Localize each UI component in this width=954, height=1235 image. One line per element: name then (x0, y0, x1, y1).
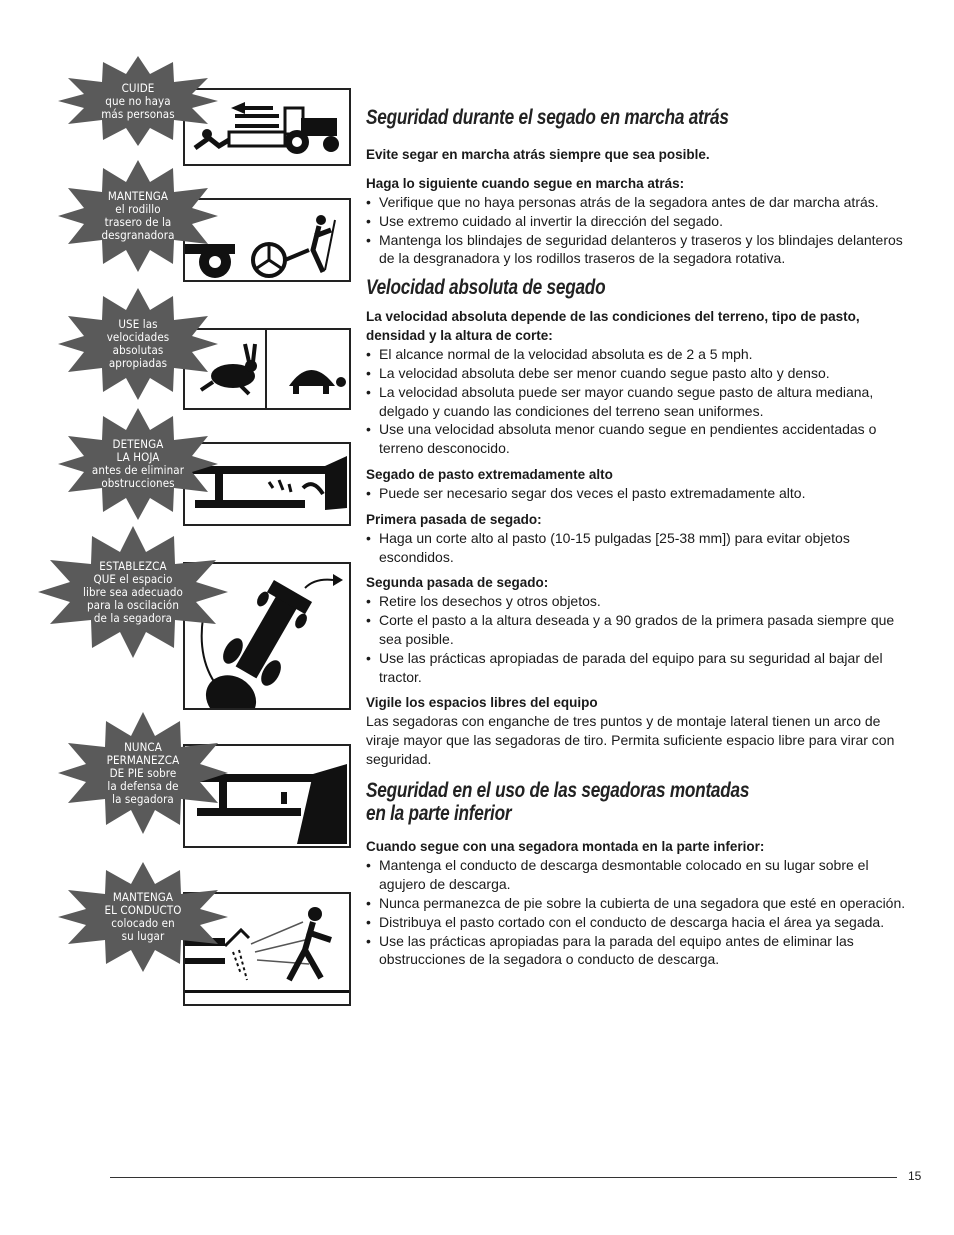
tall-grass-list (366, 484, 906, 503)
badge-text: NUNCA PERMANEZCA DE PIE sobre la defensa de la segadora (106, 739, 180, 806)
tall-grass-head: Segado de pasto extremadamente alto (366, 466, 613, 482)
list-item: • Nunca permanezca de pie sobre la cubierta de una segadora que esté en operación. (366, 894, 906, 913)
section-title-underslung-2: en la parte inferior (366, 802, 512, 826)
badge-text: USE las velocidades absolutas apropiadas (106, 317, 170, 370)
clearance-text: Las segadoras con enganche de tres puntos y de montaje lateral tienen un arco de viraje mayor que las segadoras de tiro. Permita suficiente espacio libre para virar con seguridad. (366, 713, 895, 768)
speed-bullet-list (366, 345, 906, 458)
speed-lead: La velocidad absoluta depende de las condiciones del terreno, tipo de pasto, densidad y la altura de corte: (366, 309, 860, 344)
badge-text: MANTENGA el rodillo trasero de la desgranadora (101, 189, 175, 242)
footer-rule (110, 1177, 897, 1178)
second-pass-list (366, 592, 906, 686)
list-item: • El alcance normal de la velocidad absoluta es de 2 a 5 mph. (366, 345, 906, 364)
underslung-bullet-list (366, 856, 906, 969)
reverse-subhead: Haga lo siguiente cuando segue en marcha atrás: (366, 176, 685, 191)
list-item: • Use extremo cuidado al invertir la dirección del segado. (366, 212, 906, 231)
badge-text: MANTENGA EL CONDUCTO colocado en su lugar (104, 890, 182, 943)
clearance-head: Vigile los espacios libres del equipo (366, 695, 598, 711)
section-title-speed: Velocidad absoluta de segado (366, 276, 606, 300)
warning-badge-4 (58, 408, 218, 520)
warning-badge-7 (58, 862, 228, 972)
list-item: • Corte el pasto a la altura deseada y a 90 grados de la primera pasada siempre que sea posible. (366, 611, 906, 649)
warning-badge-5 (38, 526, 228, 658)
page-number: 15 (908, 1169, 922, 1183)
main-content (366, 106, 906, 969)
list-item: • Verifique que no haya personas atrás de la segadora antes de dar marcha atrás. (366, 193, 906, 212)
reverse-bullet-list (366, 193, 906, 268)
section-title-reverse: Seguridad durante el segado en marcha atrás (366, 106, 729, 129)
reverse-lead: Evite segar en marcha atrás siempre que sea posible. (366, 147, 710, 162)
first-pass-head: Primera pasada de segado: (366, 511, 542, 527)
list-item: • Haga un corte alto al pasto (10-15 pulgadas [25-38 mm]) para evitar objetos escondidos. (366, 529, 906, 567)
list-item: • Use las prácticas apropiadas para la parada del equipo antes de eliminar las obstrucciones de la segadora o conducto de descarga. (366, 932, 906, 970)
badge-text: DETENGA LA HOJA antes de eliminar obstrucciones (91, 437, 185, 490)
list-item: • La velocidad absoluta puede ser mayor cuando segue pasto de altura mediana, delgado y cuando las condiciones del terreno sean uniformes. (366, 383, 906, 421)
list-item: • Use una velocidad absoluta menor cuando segue en pendientes accidentadas o terreno desconocido. (366, 420, 906, 458)
list-item: • Puede ser necesario segar dos veces el pasto extremadamente alto. (366, 484, 906, 503)
badge-text: CUIDE que no haya más personas (101, 80, 175, 121)
list-item: • Use las prácticas apropiadas de parada del equipo para su seguridad al bajar del tractor. (366, 649, 906, 687)
list-item: • Retire los desechos y otros objetos. (366, 592, 906, 611)
list-item: • La velocidad absoluta debe ser menor cuando segue pasto alto y denso. (366, 364, 906, 383)
badge-text: ESTABLEZCA QUE el espacio libre sea adecuado para la oscilación de la segadora (83, 558, 183, 625)
warning-badge-6 (58, 712, 228, 834)
first-pass-list (366, 529, 906, 567)
list-item: • Distribuya el pasto cortado con el conducto de descarga hacia el área ya segada. (366, 913, 906, 932)
second-pass-head: Segunda pasada de segado: (366, 575, 549, 591)
warning-badge-3 (58, 288, 218, 400)
list-item: • Mantenga el conducto de descarga desmontable colocado en su lugar sobre el agujero de descarga. (366, 856, 906, 894)
list-item: • Mantenga los blindajes de seguridad delanteros y traseros y los blindajes delanteros de la desgranadora y los rodillos traseros de la segadora rotativa. (366, 231, 906, 269)
section-title-underslung-1: Seguridad en el uso de las segadoras montadas (366, 779, 750, 803)
warning-badge-2 (58, 160, 218, 272)
underslung-lead: Cuando segue con una segadora montada en la parte inferior: (366, 839, 765, 855)
warning-badge-1 (58, 56, 218, 146)
